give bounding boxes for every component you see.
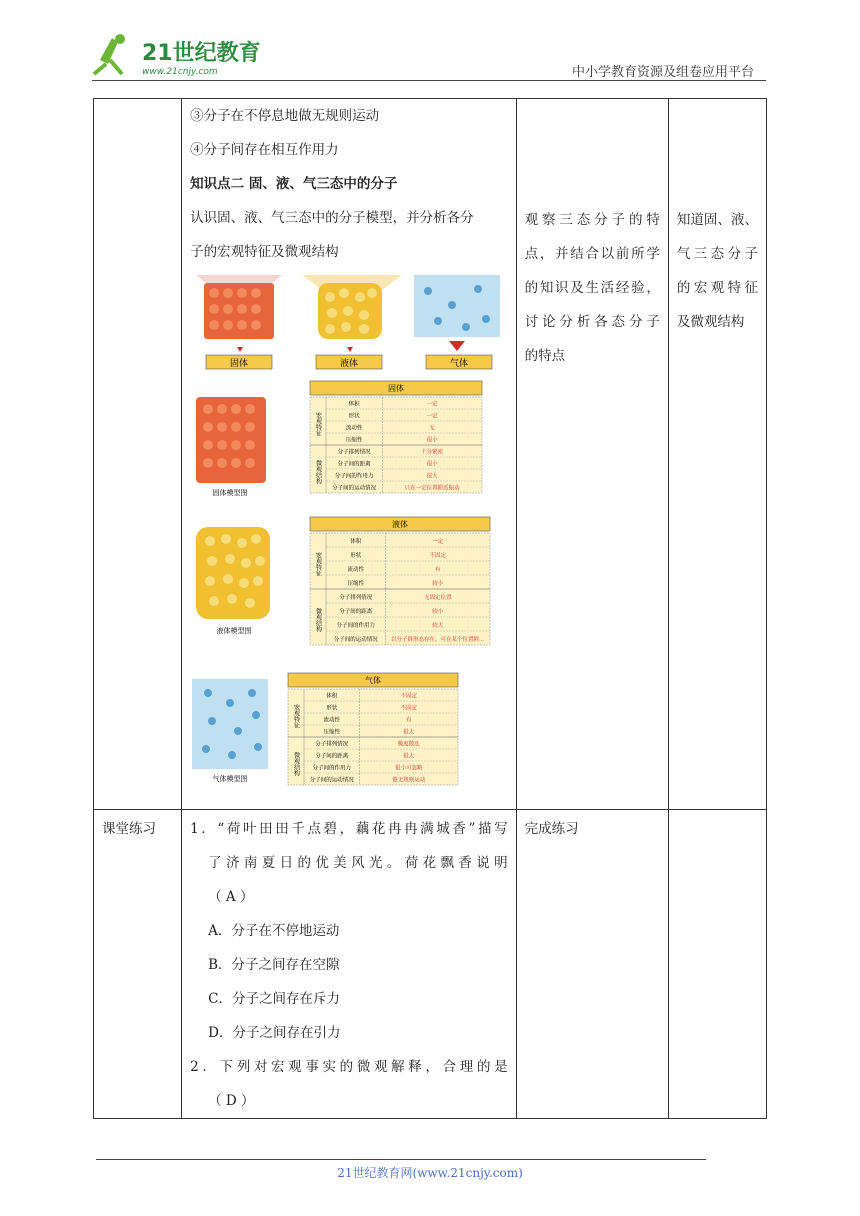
liquid-model xyxy=(196,527,270,635)
micro-label: 微观结构 xyxy=(292,752,300,776)
property-value: 很小可忽略 xyxy=(395,765,423,772)
knowledge-point-title: 知识点二 固、液、气三态中的分子 xyxy=(190,176,398,192)
header-divider xyxy=(92,80,766,81)
content-cell xyxy=(182,99,516,810)
intent-line: 及微观结构 xyxy=(676,314,745,330)
states-figure xyxy=(182,269,516,809)
property-name: 形状 xyxy=(350,552,362,559)
question-1-line: 1．“荷叶田田千点碧，藕花冉冉满城香”描写 xyxy=(190,821,508,837)
property-name: 分子排列情况 xyxy=(315,741,349,748)
property-name: 体积 xyxy=(350,538,362,545)
property-name: 分子间的运动情况 xyxy=(309,777,354,784)
property-name: 流动性 xyxy=(323,717,341,724)
option-b: B．分子之间存在空隙 xyxy=(208,957,340,973)
macro-label: 宏观特征 xyxy=(314,552,322,576)
property-value: 无 xyxy=(429,425,436,432)
property-name: 压缩性 xyxy=(347,580,365,587)
macro-label: 宏观特征 xyxy=(292,704,300,728)
solid-caption: 固体模型图 xyxy=(212,489,248,497)
property-value: 较小 xyxy=(432,608,444,615)
design-intent-cell xyxy=(668,99,766,810)
property-value: 十分紧密 xyxy=(421,449,444,456)
student-line: 观察三态分子的特 xyxy=(524,212,660,228)
property-name: 分子排列情况 xyxy=(339,594,373,601)
property-value: 无固定位置 xyxy=(424,594,452,601)
table-title: 气体 xyxy=(365,676,382,685)
question-1-answer: （ A ） xyxy=(208,889,254,905)
intent-line: 气三态分子 xyxy=(676,246,758,262)
footer-text: 21世纪教育网(www.21cnjy.com) xyxy=(337,1166,523,1180)
state-label-solid: 固体 xyxy=(230,359,249,369)
property-value: 一定 xyxy=(432,538,444,545)
property-name: 形状 xyxy=(348,413,360,420)
intent-line: 的宏观特征 xyxy=(676,280,758,296)
property-value: 较小 xyxy=(432,580,444,587)
property-name: 分子间的作用力 xyxy=(336,622,376,629)
question-1-line: 了济南夏日的优美风光。荷花飘香说明 xyxy=(208,855,508,871)
state-label-liquid: 液体 xyxy=(340,359,359,369)
property-name: 分子间的作用力 xyxy=(334,473,374,480)
property-name: 分子间的运动情况 xyxy=(333,636,378,643)
student-line: 讨论分析各态分子 xyxy=(524,314,660,330)
property-name: 分子间的距离 xyxy=(315,753,349,760)
brand-logo xyxy=(92,30,267,78)
state-label-gas: 气体 xyxy=(450,359,469,369)
property-value: 不固定 xyxy=(429,552,447,559)
property-value: 很大 xyxy=(403,753,415,760)
property-name: 分子排列情况 xyxy=(337,449,371,456)
property-name: 流动性 xyxy=(347,566,365,573)
lesson-table xyxy=(93,98,767,1119)
question-2-answer: （ D ） xyxy=(208,1093,255,1109)
solid-image xyxy=(196,275,282,339)
exercise-cell xyxy=(182,810,516,1119)
gas-property-table xyxy=(288,673,458,785)
question-2-line: 2．下列对宏观事实的微观解释，合理的是 xyxy=(190,1059,508,1075)
property-value: 有 xyxy=(406,717,412,724)
student-line: 的特点 xyxy=(524,348,566,364)
micro-label: 微观结构 xyxy=(314,460,322,484)
property-name: 压缩性 xyxy=(345,437,363,444)
property-value: 较大 xyxy=(432,622,444,629)
property-value: 很小 xyxy=(426,437,438,444)
property-value: 很大 xyxy=(403,729,415,736)
property-name: 分子间的距离 xyxy=(339,608,373,615)
property-value: 极度散乱 xyxy=(397,741,420,748)
content-line: ③分子在不停息地做无规则运动 xyxy=(190,108,380,124)
property-name: 形状 xyxy=(326,705,338,712)
solid-property-table xyxy=(310,381,482,493)
student-activity-cell xyxy=(516,99,668,810)
student-activity-cell xyxy=(516,810,668,1119)
footer-divider xyxy=(96,1159,706,1160)
macro-label: 宏观特征 xyxy=(314,412,322,436)
property-value: 很大 xyxy=(426,473,438,480)
property-name: 体积 xyxy=(326,693,338,700)
option-d: D．分子之间存在引力 xyxy=(208,1025,341,1041)
micro-label: 微观结构 xyxy=(314,608,322,632)
knowledge-point-desc: 认识固、液、气三态中的分子模型，并分析各分 xyxy=(190,210,474,226)
student-line: 点，并结合以前所学 xyxy=(524,246,660,262)
property-value: 以分子群形态存在，可在某个位置附… xyxy=(391,636,485,643)
property-name: 流动性 xyxy=(345,425,363,432)
intent-line: 知道固、液、 xyxy=(676,212,758,228)
property-name: 压缩性 xyxy=(323,729,341,736)
property-value: 一定 xyxy=(426,401,438,408)
option-a: A．分子在不停地运动 xyxy=(208,923,340,939)
property-value: 一定 xyxy=(426,413,438,420)
platform-name: 中小学教育资源及组卷应用平台 xyxy=(571,65,754,80)
table-title: 固体 xyxy=(388,384,405,393)
gas-model xyxy=(192,679,268,783)
liquid-property-table xyxy=(310,517,490,645)
liquid-caption: 液体模型图 xyxy=(216,627,252,635)
option-c: C．分子之间存在斥力 xyxy=(208,991,340,1007)
gas-caption: 气体模型图 xyxy=(212,775,248,783)
table-title: 液体 xyxy=(392,520,409,529)
property-value: 做无规则运动 xyxy=(392,777,426,784)
design-intent-cell-empty xyxy=(668,810,766,1119)
property-name: 分子间的距离 xyxy=(337,461,371,468)
property-value: 很小 xyxy=(426,461,438,468)
property-name: 分子间的运动情况 xyxy=(332,485,377,492)
student-line: 的知识及生活经验， xyxy=(524,280,660,296)
stage-cell xyxy=(94,810,182,1119)
liquid-image xyxy=(302,275,402,339)
content-line: ④分子间存在相互作用力 xyxy=(190,142,339,158)
property-value: 有 xyxy=(435,566,441,573)
logo-url: www.21cnjy.com xyxy=(142,67,218,77)
table-row xyxy=(94,99,767,810)
stage-label: 课堂练习 xyxy=(102,821,156,837)
solid-model xyxy=(196,397,266,497)
property-value: 不固定 xyxy=(400,693,418,700)
logo-text: 21世纪教育 xyxy=(142,41,261,66)
student-task: 完成练习 xyxy=(524,821,579,837)
property-value: 不固定 xyxy=(400,705,418,712)
table-row xyxy=(94,810,767,1119)
property-name: 分子间的作用力 xyxy=(312,765,352,772)
gas-image xyxy=(414,275,500,337)
knowledge-point-desc: 子的宏观特征及微观结构 xyxy=(190,244,339,260)
stage-cell-empty xyxy=(94,99,182,810)
property-name: 体积 xyxy=(348,401,360,408)
property-value: 只在一定位置附近振动 xyxy=(404,485,460,492)
